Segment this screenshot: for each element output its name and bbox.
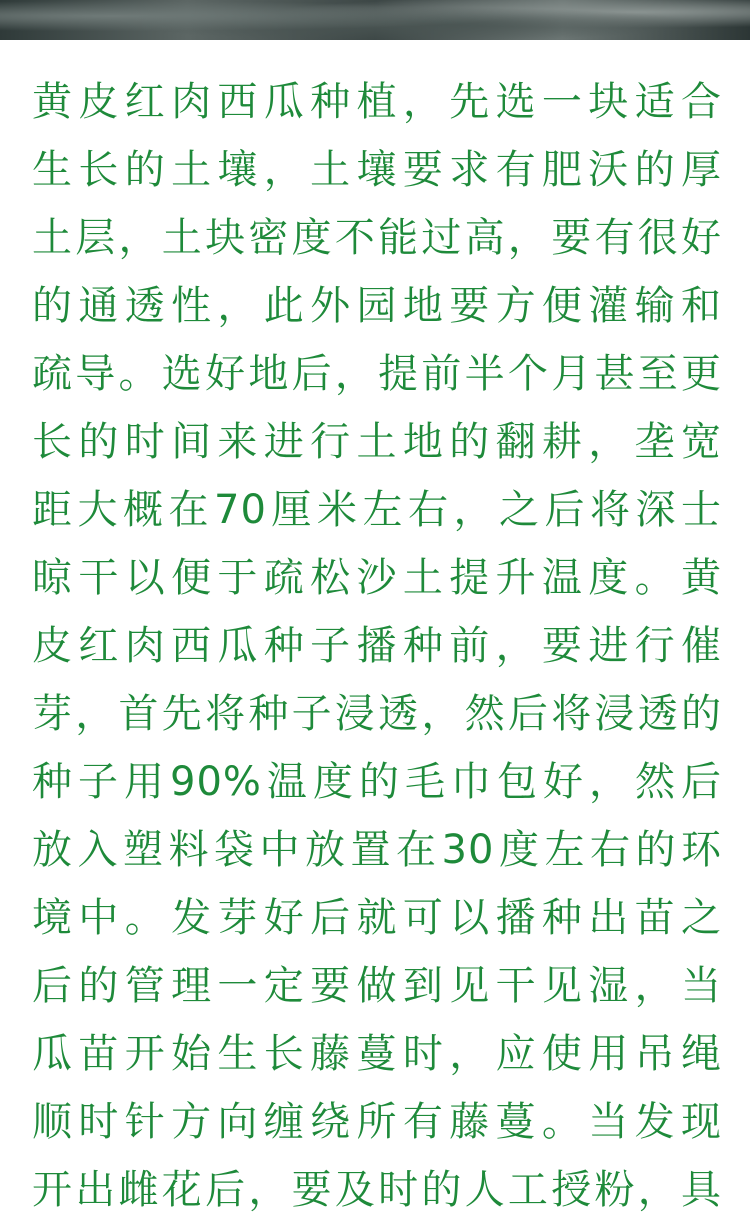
article-line: 芽，首先将种子浸透，然后将浸透的 [32,691,722,737]
article-line: 土层，土块密度不能过高，要有很好 [32,215,722,261]
article-line: 的通透性，此外园地要方便灌输和 [32,283,722,329]
article-line: 放入塑料袋中放置在30度左右的环 [32,827,722,873]
article-line: 瓜苗开始生长藤蔓时，应使用吊绳 [32,1031,722,1077]
article-line: 境中。发芽好后就可以播种出苗之 [32,895,722,941]
article-body [0,40,750,1227]
article-line: 距大概在70厘米左右，之后将深士 [32,487,722,533]
article-line: 长的时间来进行土地的翻耕，垄宽 [32,419,722,465]
article-line: 黄皮红肉西瓜种植，先选一块适合 [32,79,722,125]
article-line: 生长的土壤，土壤要求有肥沃的厚 [32,147,722,193]
article-line: 顺时针方向缠绕所有藤蔓。当发现 [32,1099,722,1145]
article-line: 后的管理一定要做到见干见湿，当 [32,963,722,1009]
article-line: 种子用90%温度的毛巾包好，然后 [32,759,722,805]
article-line: 皮红肉西瓜种子播种前，要进行催 [32,623,722,669]
article-line: 疏导。选好地后，提前半个月甚至更 [32,351,722,397]
article-line: 晾干以便于疏松沙土提升温度。黄 [32,555,722,601]
top-photo-strip [0,0,750,40]
article-line: 开出雌花后，要及时的人工授粉，具 [32,1167,722,1213]
